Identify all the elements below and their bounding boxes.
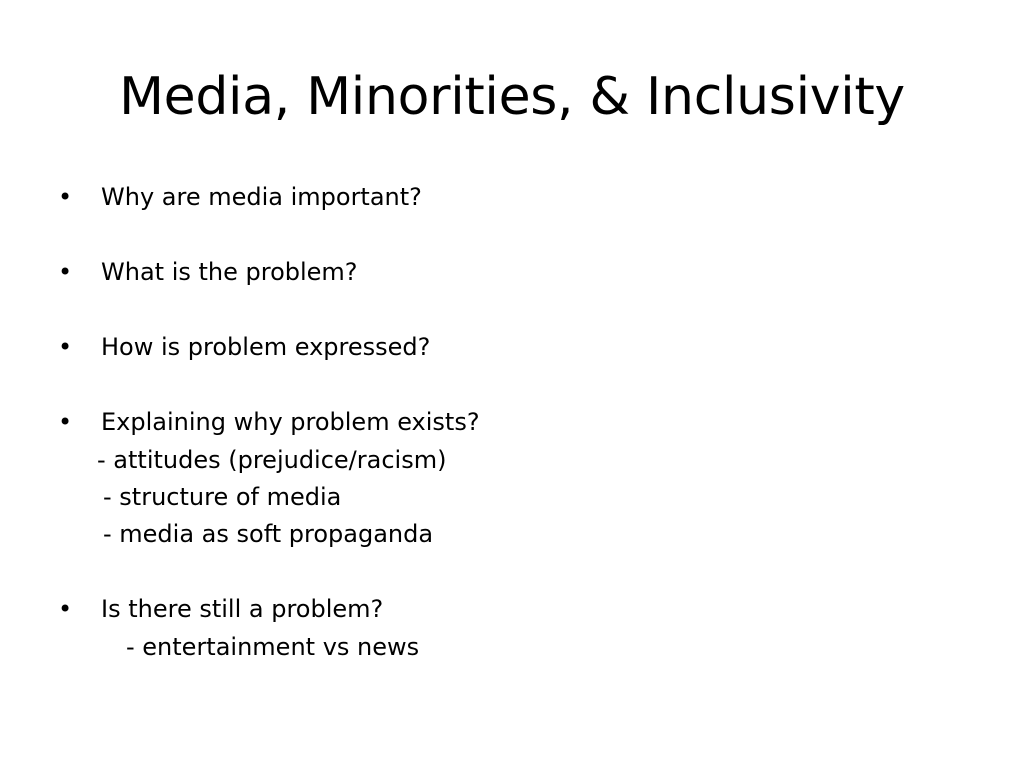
bullet-icon: • <box>58 408 73 436</box>
bullet-text: Why are media important? <box>101 183 422 211</box>
bullet-text: Is there still a problem? <box>101 595 384 623</box>
bullet-text: Explaining why problem exists? <box>101 408 480 436</box>
bullet-icon: • <box>58 258 73 286</box>
sub-item: - media as soft propaganda <box>103 520 434 548</box>
bullet-text: How is problem expressed? <box>101 333 431 361</box>
bullet-icon: • <box>58 183 73 211</box>
bullet-icon: • <box>58 595 73 623</box>
slide-title: Media, Minorities, & Inclusivity <box>119 67 905 127</box>
sub-item: - attitudes (prejudice/racism) <box>97 446 447 474</box>
bullet-icon: • <box>58 333 73 361</box>
bullet-text: What is the problem? <box>101 258 358 286</box>
sub-item: - entertainment vs news <box>126 633 420 661</box>
sub-item: - structure of media <box>103 483 342 511</box>
